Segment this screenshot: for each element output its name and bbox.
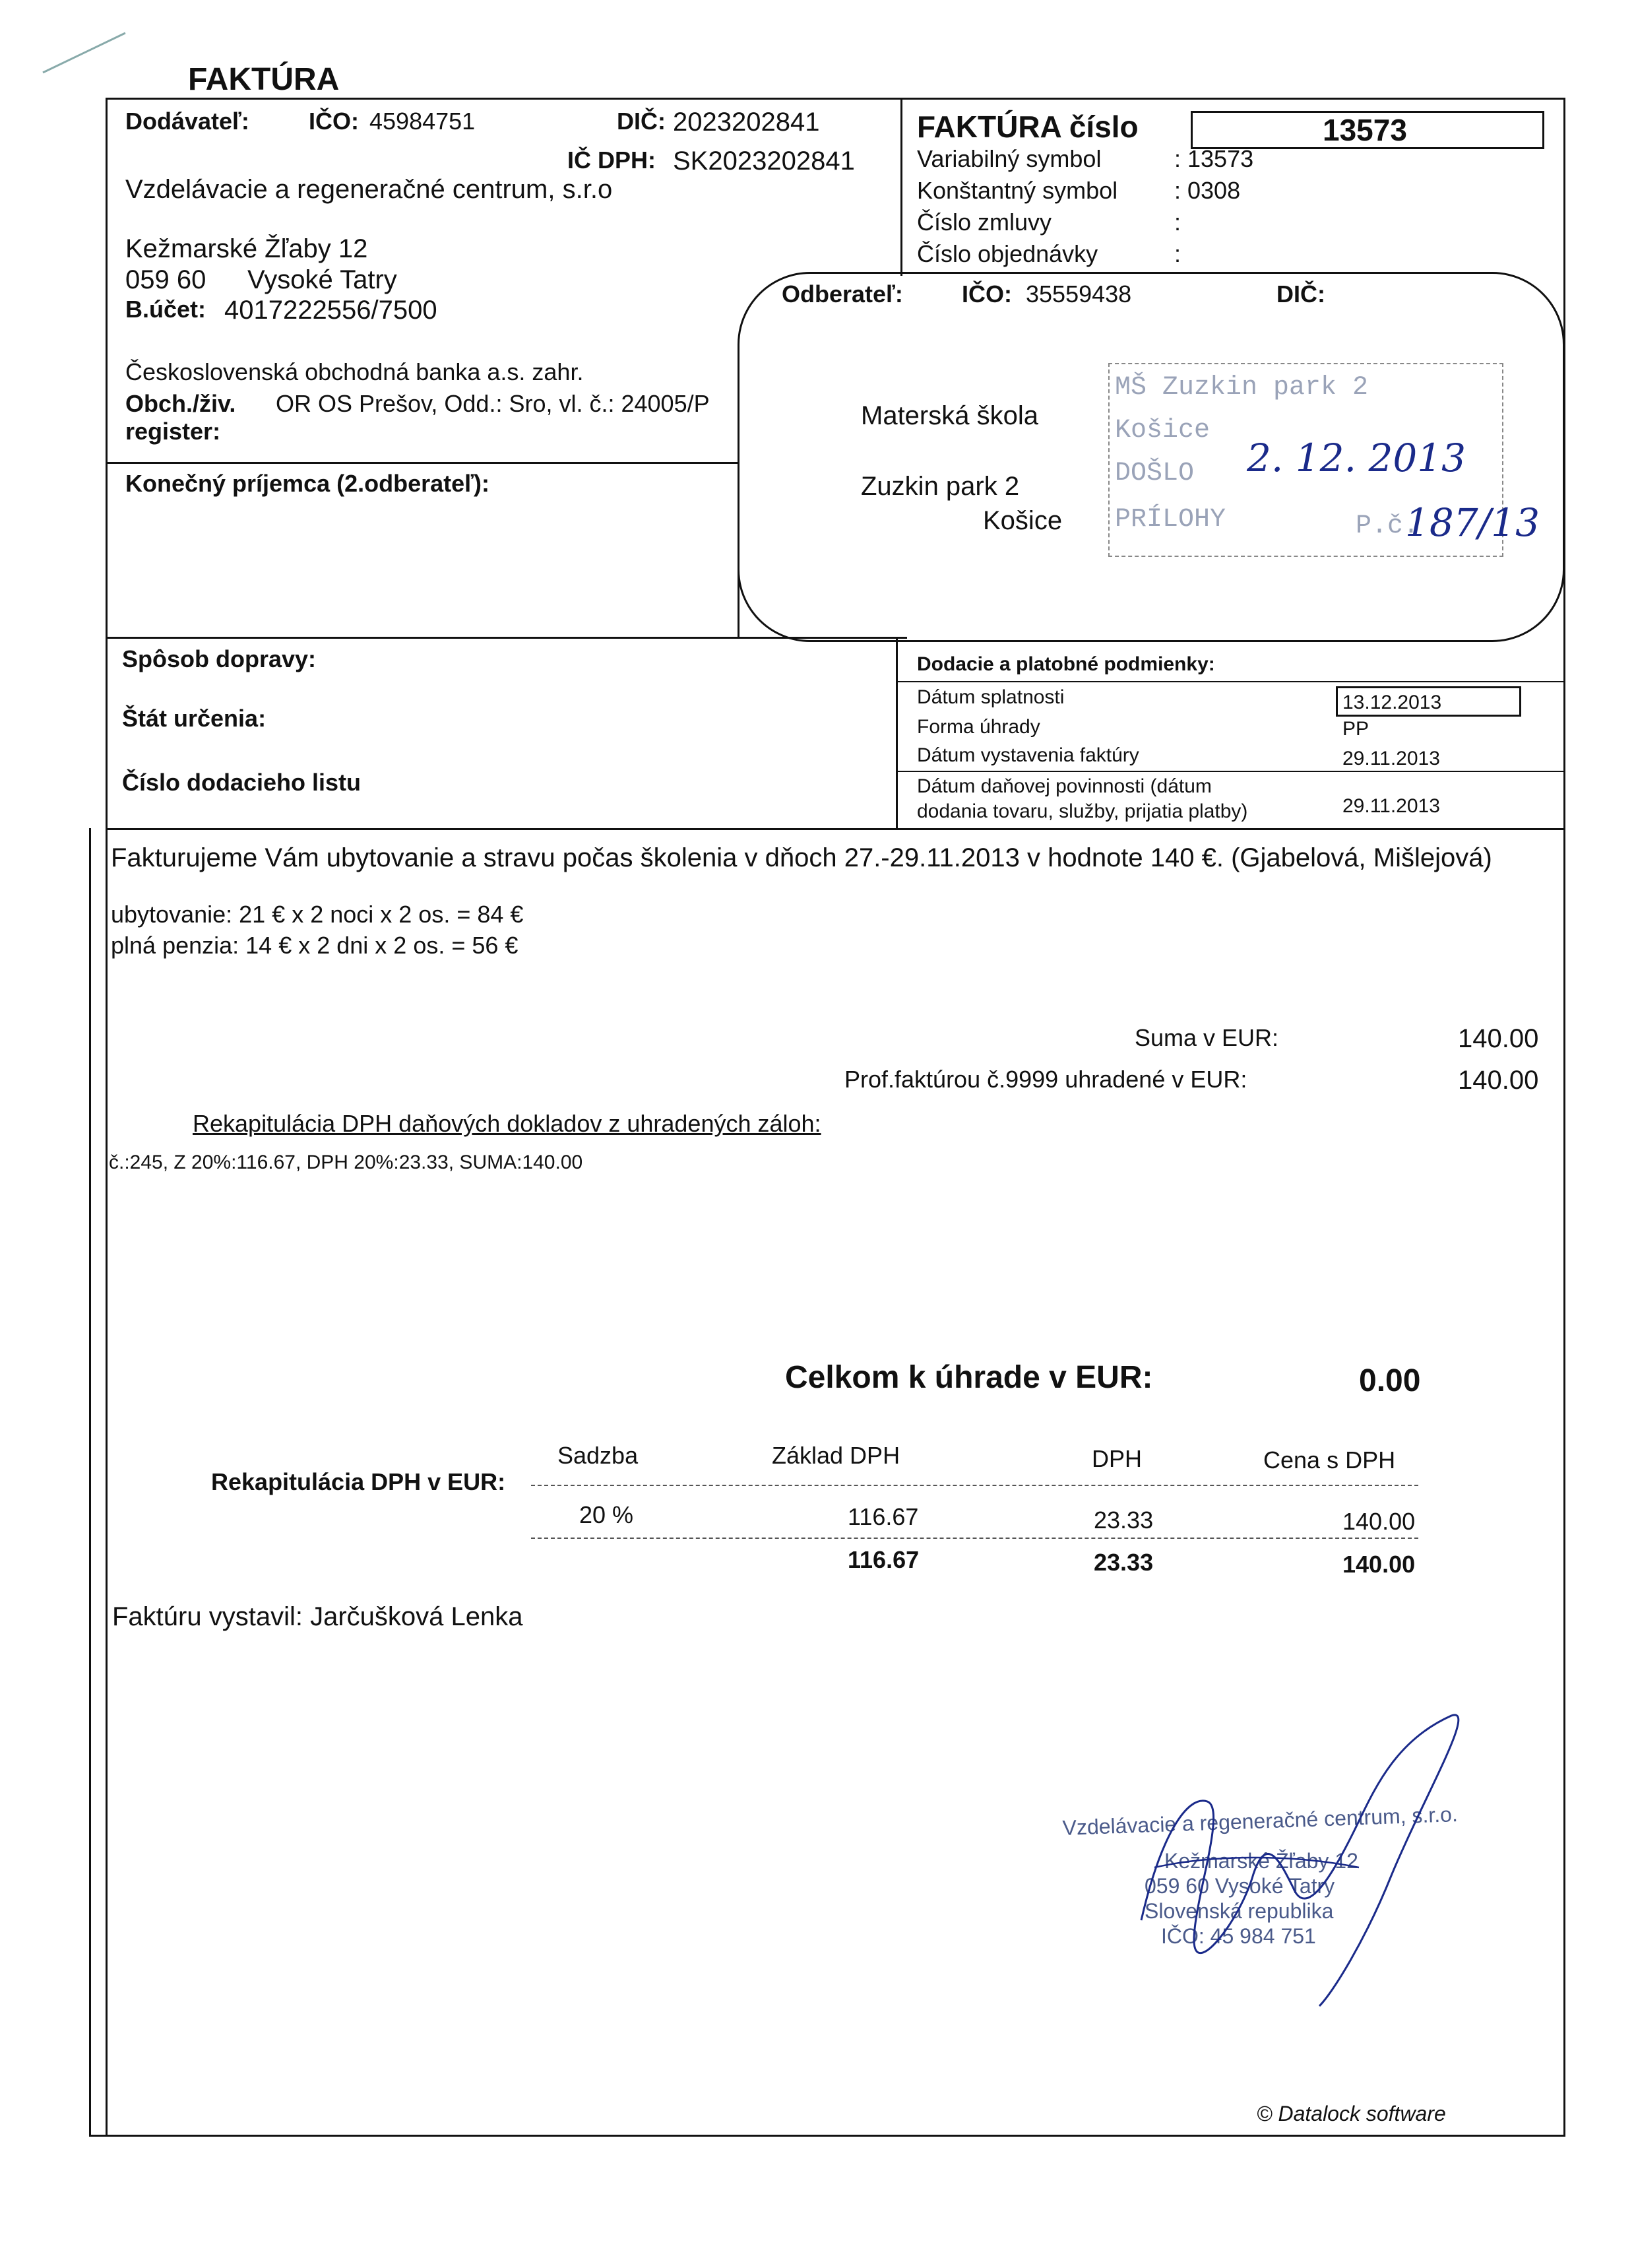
body-line-2: ubytovanie: 21 € x 2 noci x 2 os. = 84 € xyxy=(111,901,524,928)
supplier-label: Dodávateľ: xyxy=(125,108,249,135)
total-label: Celkom k úhrade v EUR: xyxy=(785,1360,1153,1395)
customer-label: Odberateľ: xyxy=(782,280,903,308)
tax-date-label-1: Dátum daňovej povinnosti (dátum xyxy=(917,775,1212,797)
footer-copyright: © Datalock software xyxy=(1257,2102,1446,2125)
issue-date-underline xyxy=(897,771,1565,772)
body-line-3: plná penzia: 14 € x 2 dni x 2 os. = 56 € xyxy=(111,932,519,959)
customer-name: Materská škola xyxy=(861,401,1038,430)
company-stamp-line-3: 059 60 Vysoké Tatry xyxy=(1145,1874,1335,1898)
frame-left-lower xyxy=(89,828,91,2136)
document-title: FAKTÚRA xyxy=(188,62,340,97)
company-stamp-line-1: Vzdelávacie a regeneračné centrum, s.r.o. xyxy=(1062,1802,1459,1840)
supplier-dic-label: DIČ: xyxy=(617,108,666,135)
supplier-divider xyxy=(106,462,739,464)
customer-ico-label: IČO: xyxy=(962,280,1012,308)
supplier-dic: 2023202841 xyxy=(673,108,820,137)
supplier-account-label: B.účet: xyxy=(125,296,206,323)
order-label: Číslo objednávky xyxy=(917,240,1098,267)
stamp-line-2: Košice xyxy=(1115,416,1211,445)
customer-ico: 35559438 xyxy=(1026,280,1132,308)
frame-left xyxy=(106,98,108,2137)
sum-label: Suma v EUR: xyxy=(1135,1024,1279,1051)
payment-form-label: Forma úhrady xyxy=(917,716,1040,738)
total-value: 0.00 xyxy=(1359,1363,1421,1398)
stamp-line-1: MŠ Zuzkin park 2 xyxy=(1115,373,1369,403)
vat-row-price: 140.00 xyxy=(1342,1508,1416,1535)
constant-symbol: : 0308 xyxy=(1174,177,1241,204)
vat-row-rate: 20 % xyxy=(579,1501,634,1528)
body-line-1: Fakturujeme Vám ubytovanie a stravu počas školenia v dňoch 27.-29.11.2013 v hodnote 140 €. (Gjabelová, Mišlejová) xyxy=(111,843,1492,872)
tax-date: 29.11.2013 xyxy=(1342,795,1440,817)
stamp-line-4: PRÍLOHY xyxy=(1115,505,1226,535)
due-date: 13.12.2013 xyxy=(1342,692,1442,713)
supplier-name: Vzdelávacie a regeneračné centrum, s.r.o xyxy=(125,175,613,204)
supplier-icdph: SK2023202841 xyxy=(673,146,855,176)
invoice-number: 13573 xyxy=(1323,113,1407,147)
company-stamp-line-5: IČO: 45 984 751 xyxy=(1161,1924,1316,1948)
issued-by: Faktúru vystavil: Jarčušková Lenka xyxy=(112,1602,523,1631)
company-stamp-line-2: Kežmarské Žľaby 12 xyxy=(1164,1849,1358,1873)
terms-heading: Dodacie a platobné podmienky: xyxy=(917,653,1215,675)
customer-street: Zuzkin park 2 xyxy=(861,472,1020,501)
frame-bottom xyxy=(89,2135,1565,2137)
destination-label: Štát určenia: xyxy=(122,705,267,732)
vat-recap-label: Rekapitulácia DPH v EUR: xyxy=(211,1468,506,1495)
supplier-zip: 059 60 xyxy=(125,265,206,294)
vat-total-price: 140.00 xyxy=(1342,1551,1416,1578)
issue-date: 29.11.2013 xyxy=(1342,748,1440,769)
transport-top-divider xyxy=(106,637,907,639)
variable-symbol-label: Variabilný symbol xyxy=(917,145,1102,172)
vat-header-vat: DPH xyxy=(1092,1445,1143,1472)
contract-label: Číslo zmluvy xyxy=(917,209,1052,236)
body-top-divider xyxy=(106,828,1565,830)
stamp-date-handwritten: 2. 12. 2013 xyxy=(1247,436,1466,480)
signature-icon xyxy=(1082,1702,1491,2019)
supplier-account: 4017222556/7500 xyxy=(224,296,437,325)
supplier-street: Kežmarské Žľaby 12 xyxy=(125,234,368,263)
sum-value: 140.00 xyxy=(1458,1024,1539,1053)
supplier-city: Vysoké Tatry xyxy=(247,265,397,294)
issue-date-label: Dátum vystavenia faktúry xyxy=(917,744,1139,766)
order-value: : xyxy=(1174,240,1181,267)
customer-city: Košice xyxy=(983,506,1063,535)
left-inner-divider-lower xyxy=(738,462,739,637)
customer-dic-label: DIČ: xyxy=(1276,280,1325,308)
vat-total-base: 116.67 xyxy=(848,1546,920,1573)
supplier-ico-label: IČO: xyxy=(309,108,359,135)
pen-stroke-mark xyxy=(40,26,132,79)
constant-symbol-label: Konštantný symbol xyxy=(917,177,1118,204)
vat-total-vat: 23.33 xyxy=(1094,1549,1154,1576)
stamp-line-3: DOŠLO xyxy=(1115,459,1195,488)
supplier-register-label-2: register: xyxy=(125,418,221,445)
final-recipient-label: Konečný príjemca (2.odberateľ): xyxy=(125,470,490,497)
transport-label: Spôsob dopravy: xyxy=(122,645,317,672)
vat-header-price: Cena s DPH xyxy=(1263,1446,1396,1474)
proforma-label: Prof.faktúrou č.9999 uhradené v EUR: xyxy=(844,1066,1247,1093)
due-date-label: Dátum splatnosti xyxy=(917,686,1065,708)
vat-header-rate: Sadzba xyxy=(557,1442,639,1469)
vat-header-divider xyxy=(531,1485,1418,1486)
company-stamp-line-4: Slovenská republika xyxy=(1145,1899,1334,1923)
variable-symbol: : 13573 xyxy=(1174,145,1254,172)
contract-value: : xyxy=(1174,209,1181,236)
stamp-pc-label: P.č. xyxy=(1356,511,1420,541)
tax-date-label-2: dodania tovaru, služby, prijatia platby) xyxy=(917,800,1248,822)
stamp-pc-handwritten: 187/13 xyxy=(1405,500,1540,545)
supplier-register: OR OS Prešov, Odd.: Sro, vl. č.: 24005/P xyxy=(276,390,710,417)
transport-col-divider xyxy=(896,637,898,828)
supplier-bank: Československá obchodná banka a.s. zahr. xyxy=(125,358,584,385)
vat-header-base: Základ DPH xyxy=(772,1442,900,1469)
vat-row-vat: 23.33 xyxy=(1094,1507,1154,1534)
recap-advance-line: č.:245, Z 20%:116.67, DPH 20%:23.33, SUMA:140.00 xyxy=(109,1151,583,1173)
vat-row-base: 116.67 xyxy=(848,1503,919,1530)
delivery-note-label: Číslo dodacieho listu xyxy=(122,769,362,796)
proforma-value: 140.00 xyxy=(1458,1066,1539,1095)
terms-heading-underline xyxy=(897,681,1565,682)
recap-advance-heading: Rekapitulácia DPH daňových dokladov z uhradených záloh: xyxy=(193,1110,821,1137)
supplier-icdph-label: IČ DPH: xyxy=(567,146,656,174)
vat-row-divider xyxy=(531,1538,1418,1539)
column-divider-top xyxy=(900,98,902,276)
frame-top xyxy=(106,98,1565,100)
invoice-number-label: FAKTÚRA číslo xyxy=(917,110,1139,144)
supplier-ico: 45984751 xyxy=(369,108,476,135)
payment-form: PP xyxy=(1342,718,1369,740)
supplier-register-label-1: Obch./živ. xyxy=(125,390,236,417)
